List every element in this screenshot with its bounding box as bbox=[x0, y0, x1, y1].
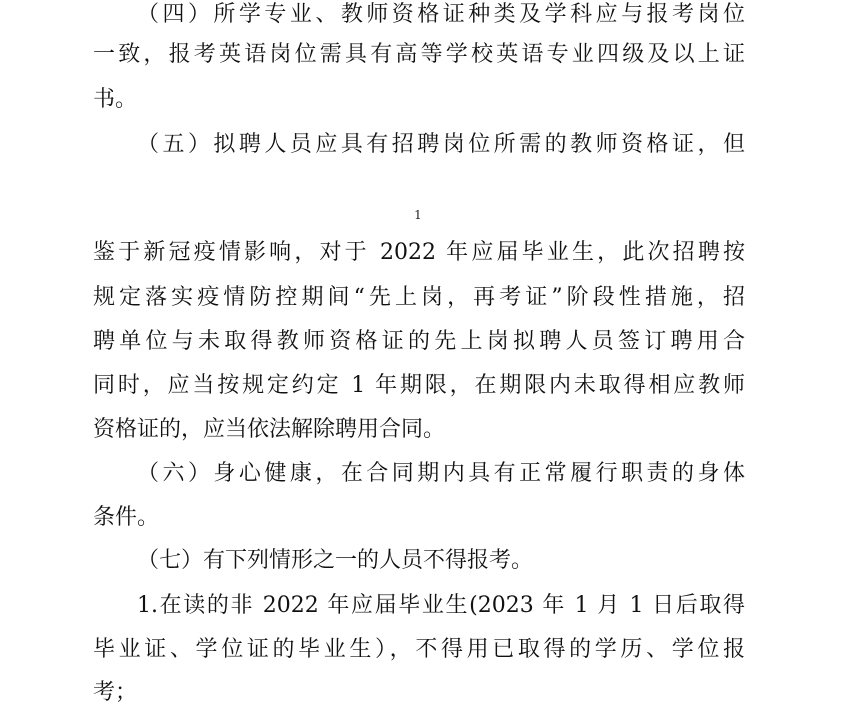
paragraph-line: 聘单位与未取得教师资格证的先上岗拟聘人员签订聘用合 bbox=[93, 329, 745, 354]
paragraph-line: 一致，报考英语岗位需具有高等学校英语专业四级及以上证 bbox=[93, 42, 745, 67]
paragraph-line: （六）身心健康，在合同期内具有正常履行职责的身体 bbox=[137, 461, 745, 486]
paragraph-line: （七）有下列情形之一的人员不得报考。 bbox=[137, 548, 534, 573]
paragraph-line: 书。 bbox=[93, 87, 138, 112]
paragraph-line: 鉴于新冠疫情影响，对于 2022 年应届毕业生，此次招聘按 bbox=[93, 240, 745, 265]
paragraph-line: 毕业证、学位证的毕业生），不得用已取得的学历、学位报 bbox=[93, 637, 745, 662]
paragraph-line: 1.在读的非 2022 年应届毕业生(2023 年 1 月 1 日后取得 bbox=[137, 593, 745, 618]
page-number: 1 bbox=[414, 208, 422, 222]
paragraph-line: 条件。 bbox=[93, 505, 160, 530]
paragraph-line: 同时，应当按规定约定 1 年期限，在期限内未取得相应教师 bbox=[93, 373, 745, 398]
paragraph-line: 资格证的，应当依法解除聘用合同。 bbox=[93, 417, 446, 442]
paragraph-line: 考； bbox=[93, 680, 138, 705]
paragraph-line: 规定落实疫情防控期间“先上岗，再考证”阶段性措施，招 bbox=[93, 285, 745, 310]
paragraph-line: （五）拟聘人员应具有招聘岗位所需的教师资格证，但 bbox=[137, 132, 745, 157]
paragraph-line: （四）所学专业、教师资格证种类及学科应与报考岗位 bbox=[137, 2, 745, 27]
